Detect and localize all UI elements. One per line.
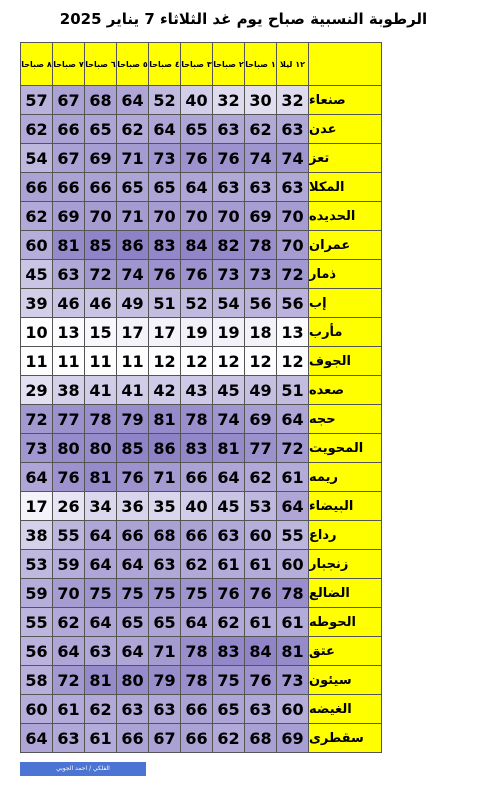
- page-title: الرطوبة النسبية صباح يوم غد الثلاثاء 7 يناير 2025: [59, 10, 428, 28]
- humidity-cell: 69: [245, 405, 277, 434]
- humidity-cell: 76: [213, 144, 245, 173]
- humidity-cell: 65: [149, 173, 181, 202]
- humidity-cell: 63: [213, 115, 245, 144]
- humidity-cell: 51: [149, 289, 181, 318]
- humidity-cell: 62: [85, 695, 117, 724]
- humidity-cell: 70: [53, 579, 85, 608]
- humidity-cell: 85: [117, 434, 149, 463]
- humidity-cell: 61: [277, 463, 309, 492]
- humidity-cell: 56: [245, 289, 277, 318]
- table-row: [21, 115, 382, 144]
- humidity-cell: 12: [277, 347, 309, 376]
- humidity-cell: 32: [213, 86, 245, 115]
- humidity-cell: 64: [117, 550, 149, 579]
- humidity-cell: 73: [245, 260, 277, 289]
- humidity-cell: 12: [213, 347, 245, 376]
- humidity-cell: 46: [53, 289, 85, 318]
- humidity-cell: 74: [117, 260, 149, 289]
- humidity-cell: 13: [53, 318, 85, 347]
- humidity-cell: 63: [53, 260, 85, 289]
- humidity-cell: 66: [53, 173, 85, 202]
- city-label: عدن: [309, 115, 382, 144]
- table-row: [21, 202, 382, 231]
- humidity-cell: 67: [53, 144, 85, 173]
- humidity-cell: 62: [181, 550, 213, 579]
- table-row: [21, 463, 382, 492]
- humidity-cell: 49: [117, 289, 149, 318]
- humidity-cell: 76: [181, 260, 213, 289]
- humidity-cell: 81: [53, 231, 85, 260]
- humidity-cell: 61: [277, 608, 309, 637]
- humidity-cell: 62: [117, 115, 149, 144]
- humidity-cell: 61: [245, 550, 277, 579]
- table-row: [21, 260, 382, 289]
- humidity-cell: 79: [149, 666, 181, 695]
- humidity-cell: 75: [85, 579, 117, 608]
- humidity-cell: 70: [149, 202, 181, 231]
- humidity-cell: 62: [21, 115, 53, 144]
- humidity-cell: 70: [85, 202, 117, 231]
- humidity-cell: 58: [21, 666, 53, 695]
- column-header: ٤ صباحا: [149, 43, 181, 86]
- humidity-cell: 80: [85, 434, 117, 463]
- humidity-cell: 11: [53, 347, 85, 376]
- humidity-cell: 61: [53, 695, 85, 724]
- humidity-cell: 54: [213, 289, 245, 318]
- humidity-cell: 64: [117, 86, 149, 115]
- humidity-cell: 81: [277, 637, 309, 666]
- humidity-cell: 78: [181, 666, 213, 695]
- humidity-cell: 65: [181, 115, 213, 144]
- humidity-cell: 64: [213, 463, 245, 492]
- city-label: ريمه: [309, 463, 382, 492]
- humidity-cell: 64: [53, 637, 85, 666]
- humidity-cell: 65: [149, 608, 181, 637]
- humidity-cell: 66: [117, 521, 149, 550]
- humidity-cell: 12: [181, 347, 213, 376]
- humidity-cell: 84: [181, 231, 213, 260]
- table-row: [21, 434, 382, 463]
- humidity-cell: 64: [181, 608, 213, 637]
- humidity-cell: 74: [277, 144, 309, 173]
- humidity-cell: 30: [245, 86, 277, 115]
- humidity-cell: 55: [53, 521, 85, 550]
- humidity-cell: 84: [245, 637, 277, 666]
- humidity-cell: 71: [117, 144, 149, 173]
- humidity-cell: 43: [181, 376, 213, 405]
- city-label: البيضاء: [309, 492, 382, 521]
- humidity-cell: 79: [117, 405, 149, 434]
- humidity-cell: 66: [181, 724, 213, 753]
- header-row: [21, 43, 382, 86]
- humidity-cell: 64: [85, 608, 117, 637]
- humidity-cell: 60: [21, 695, 53, 724]
- humidity-cell: 57: [21, 86, 53, 115]
- humidity-cell: 64: [277, 405, 309, 434]
- city-label: الجوف: [309, 347, 382, 376]
- humidity-cell: 72: [21, 405, 53, 434]
- humidity-cell: 68: [149, 521, 181, 550]
- humidity-cell: 66: [85, 173, 117, 202]
- humidity-cell: 11: [117, 347, 149, 376]
- table-row: [21, 637, 382, 666]
- table-row: [21, 405, 382, 434]
- humidity-cell: 78: [181, 637, 213, 666]
- humidity-cell: 67: [149, 724, 181, 753]
- humidity-cell: 64: [85, 521, 117, 550]
- author-credit: الفلكي / احمد الجوبي: [20, 762, 146, 776]
- humidity-cell: 66: [181, 463, 213, 492]
- table-row: [21, 666, 382, 695]
- humidity-cell: 65: [117, 608, 149, 637]
- humidity-cell: 86: [117, 231, 149, 260]
- humidity-cell: 17: [117, 318, 149, 347]
- humidity-cell: 64: [21, 463, 53, 492]
- humidity-cell: 61: [85, 724, 117, 753]
- city-label: تعز: [309, 144, 382, 173]
- humidity-cell: 63: [277, 173, 309, 202]
- humidity-cell: 76: [181, 144, 213, 173]
- humidity-cell: 71: [117, 202, 149, 231]
- column-header: ٨ صباحا: [21, 43, 53, 86]
- humidity-cell: 78: [181, 405, 213, 434]
- column-header: ٢ صباحا: [213, 43, 245, 86]
- humidity-cell: 75: [213, 666, 245, 695]
- humidity-cell: 69: [245, 202, 277, 231]
- humidity-cell: 76: [53, 463, 85, 492]
- humidity-cell: 38: [53, 376, 85, 405]
- header-corner: [309, 43, 382, 86]
- city-label: سقطرى: [309, 724, 382, 753]
- city-label: المكلا: [309, 173, 382, 202]
- humidity-cell: 10: [21, 318, 53, 347]
- humidity-cell: 15: [85, 318, 117, 347]
- humidity-cell: 64: [149, 115, 181, 144]
- humidity-cell: 71: [149, 637, 181, 666]
- humidity-cell: 62: [213, 608, 245, 637]
- humidity-cell: 60: [277, 695, 309, 724]
- humidity-cell: 72: [85, 260, 117, 289]
- city-label: حجه: [309, 405, 382, 434]
- city-label: إب: [309, 289, 382, 318]
- humidity-cell: 11: [85, 347, 117, 376]
- humidity-cell: 83: [149, 231, 181, 260]
- humidity-cell: 38: [21, 521, 53, 550]
- humidity-cell: 81: [149, 405, 181, 434]
- table-row: [21, 144, 382, 173]
- city-label: سيئون: [309, 666, 382, 695]
- humidity-cell: 69: [277, 724, 309, 753]
- humidity-cell: 83: [181, 434, 213, 463]
- humidity-cell: 64: [21, 724, 53, 753]
- humidity-cell: 69: [53, 202, 85, 231]
- humidity-cell: 60: [277, 550, 309, 579]
- humidity-cell: 81: [85, 463, 117, 492]
- humidity-cell: 17: [21, 492, 53, 521]
- humidity-cell: 52: [181, 289, 213, 318]
- humidity-cell: 78: [277, 579, 309, 608]
- humidity-cell: 63: [85, 637, 117, 666]
- humidity-cell: 62: [245, 463, 277, 492]
- humidity-cell: 62: [213, 724, 245, 753]
- humidity-cell: 73: [213, 260, 245, 289]
- humidity-cell: 63: [149, 695, 181, 724]
- table-row: [21, 521, 382, 550]
- humidity-cell: 63: [245, 695, 277, 724]
- humidity-cell: 63: [277, 115, 309, 144]
- humidity-cell: 73: [149, 144, 181, 173]
- humidity-cell: 71: [149, 463, 181, 492]
- city-label: رداع: [309, 521, 382, 550]
- humidity-cell: 56: [21, 637, 53, 666]
- city-label: الحوطه: [309, 608, 382, 637]
- humidity-cell: 75: [117, 579, 149, 608]
- humidity-cell: 63: [213, 521, 245, 550]
- humidity-cell: 74: [213, 405, 245, 434]
- humidity-cell: 81: [213, 434, 245, 463]
- humidity-cell: 40: [181, 492, 213, 521]
- humidity-cell: 17: [149, 318, 181, 347]
- city-label: المحويت: [309, 434, 382, 463]
- table-row: [21, 173, 382, 202]
- humidity-cell: 76: [245, 579, 277, 608]
- humidity-cell: 73: [21, 434, 53, 463]
- city-label: صعده: [309, 376, 382, 405]
- table-row: [21, 376, 382, 405]
- humidity-cell: 76: [117, 463, 149, 492]
- city-label: مأرب: [309, 318, 382, 347]
- city-label: الغيضه: [309, 695, 382, 724]
- humidity-cell: 55: [277, 521, 309, 550]
- humidity-cell: 66: [181, 695, 213, 724]
- city-label: الضالع: [309, 579, 382, 608]
- humidity-cell: 18: [245, 318, 277, 347]
- humidity-cell: 72: [277, 434, 309, 463]
- humidity-cell: 68: [85, 86, 117, 115]
- table-row: [21, 347, 382, 376]
- humidity-cell: 41: [117, 376, 149, 405]
- table-row: [21, 608, 382, 637]
- humidity-cell: 51: [277, 376, 309, 405]
- humidity-cell: 46: [85, 289, 117, 318]
- humidity-cell: 65: [213, 695, 245, 724]
- humidity-cell: 39: [21, 289, 53, 318]
- column-header: ٥ صباحا: [117, 43, 149, 86]
- humidity-cell: 70: [277, 231, 309, 260]
- table-row: [21, 492, 382, 521]
- humidity-cell: 66: [21, 173, 53, 202]
- humidity-cell: 70: [277, 202, 309, 231]
- humidity-table: [20, 42, 382, 753]
- humidity-cell: 63: [117, 695, 149, 724]
- humidity-cell: 64: [85, 550, 117, 579]
- humidity-cell: 70: [181, 202, 213, 231]
- humidity-cell: 80: [117, 666, 149, 695]
- humidity-cell: 78: [245, 231, 277, 260]
- humidity-cell: 66: [181, 521, 213, 550]
- humidity-cell: 77: [53, 405, 85, 434]
- humidity-cell: 76: [213, 579, 245, 608]
- humidity-cell: 35: [149, 492, 181, 521]
- humidity-cell: 63: [213, 173, 245, 202]
- humidity-cell: 86: [149, 434, 181, 463]
- humidity-cell: 41: [85, 376, 117, 405]
- humidity-cell: 12: [149, 347, 181, 376]
- humidity-cell: 75: [149, 579, 181, 608]
- humidity-cell: 45: [213, 376, 245, 405]
- humidity-cell: 64: [117, 637, 149, 666]
- humidity-cell: 56: [277, 289, 309, 318]
- humidity-cell: 55: [21, 608, 53, 637]
- humidity-cell: 70: [213, 202, 245, 231]
- humidity-cell: 68: [245, 724, 277, 753]
- humidity-cell: 61: [245, 608, 277, 637]
- humidity-cell: 59: [21, 579, 53, 608]
- table-row: [21, 724, 382, 753]
- humidity-cell: 76: [149, 260, 181, 289]
- city-label: عتق: [309, 637, 382, 666]
- humidity-cell: 66: [117, 724, 149, 753]
- humidity-cell: 62: [53, 608, 85, 637]
- humidity-cell: 29: [21, 376, 53, 405]
- humidity-cell: 63: [245, 173, 277, 202]
- column-header: ٣ صباحا: [181, 43, 213, 86]
- humidity-cell: 13: [277, 318, 309, 347]
- humidity-cell: 32: [277, 86, 309, 115]
- humidity-cell: 63: [53, 724, 85, 753]
- humidity-cell: 12: [245, 347, 277, 376]
- humidity-cell: 52: [149, 86, 181, 115]
- city-label: زنجبار: [309, 550, 382, 579]
- humidity-cell: 45: [21, 260, 53, 289]
- table-row: [21, 231, 382, 260]
- column-header: ٦ صباحا: [85, 43, 117, 86]
- humidity-cell: 40: [181, 86, 213, 115]
- city-label: ذمار: [309, 260, 382, 289]
- humidity-cell: 60: [245, 521, 277, 550]
- humidity-cell: 63: [149, 550, 181, 579]
- humidity-cell: 26: [53, 492, 85, 521]
- humidity-cell: 75: [181, 579, 213, 608]
- humidity-cell: 54: [21, 144, 53, 173]
- humidity-cell: 11: [21, 347, 53, 376]
- humidity-cell: 64: [181, 173, 213, 202]
- city-label: صنعاء: [309, 86, 382, 115]
- humidity-cell: 65: [85, 115, 117, 144]
- table-row: [21, 550, 382, 579]
- humidity-cell: 49: [245, 376, 277, 405]
- humidity-cell: 66: [53, 115, 85, 144]
- column-header: ١٢ ليلا: [277, 43, 309, 86]
- humidity-cell: 62: [21, 202, 53, 231]
- humidity-cell: 72: [277, 260, 309, 289]
- humidity-cell: 72: [53, 666, 85, 695]
- humidity-cell: 76: [245, 666, 277, 695]
- humidity-cell: 59: [53, 550, 85, 579]
- humidity-cell: 78: [85, 405, 117, 434]
- city-label: الحديده: [309, 202, 382, 231]
- humidity-cell: 36: [117, 492, 149, 521]
- humidity-cell: 61: [213, 550, 245, 579]
- table-row: [21, 289, 382, 318]
- column-header: ١ صباحا: [245, 43, 277, 86]
- humidity-cell: 77: [245, 434, 277, 463]
- humidity-cell: 42: [149, 376, 181, 405]
- humidity-cell: 73: [277, 666, 309, 695]
- humidity-cell: 83: [213, 637, 245, 666]
- humidity-cell: 69: [85, 144, 117, 173]
- humidity-cell: 85: [85, 231, 117, 260]
- humidity-cell: 65: [117, 173, 149, 202]
- table-row: [21, 318, 382, 347]
- humidity-cell: 80: [53, 434, 85, 463]
- humidity-cell: 34: [85, 492, 117, 521]
- table-row: [21, 86, 382, 115]
- humidity-cell: 19: [181, 318, 213, 347]
- humidity-cell: 62: [245, 115, 277, 144]
- humidity-cell: 82: [213, 231, 245, 260]
- humidity-cell: 81: [85, 666, 117, 695]
- humidity-cell: 19: [213, 318, 245, 347]
- humidity-cell: 67: [53, 86, 85, 115]
- humidity-cell: 74: [245, 144, 277, 173]
- humidity-cell: 53: [245, 492, 277, 521]
- city-label: عمران: [309, 231, 382, 260]
- humidity-cell: 64: [277, 492, 309, 521]
- humidity-cell: 45: [213, 492, 245, 521]
- humidity-cell: 60: [21, 231, 53, 260]
- humidity-cell: 53: [21, 550, 53, 579]
- table-row: [21, 695, 382, 724]
- column-header: ٧ صباحا: [53, 43, 85, 86]
- table-row: [21, 579, 382, 608]
